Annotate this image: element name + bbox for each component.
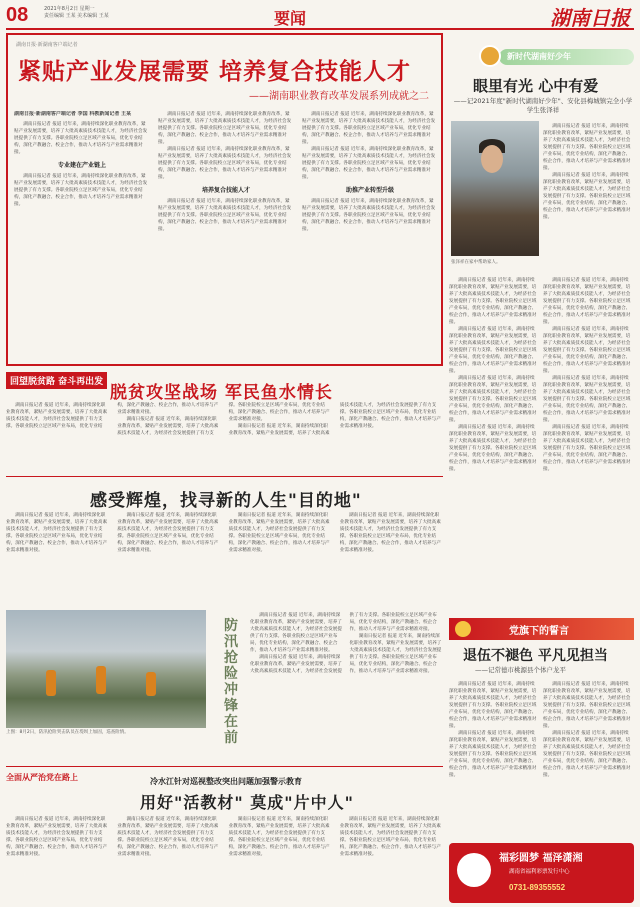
masthead [6,4,634,30]
journey-story-text [6,512,443,602]
body-paragraph: 湖南日报记者 报道 近年来，湖南持续深化职业教育改革，紧贴产业发展需要，培养了大批高素质技术技能人才，为经济社会发展提供了有力支撑。各职业院校立足区域产业布局，优化专业结构，深化产教融合、校企合作，推动人才培养与产业需求精准对接。 [302,199,436,232]
right-rail [449,33,634,903]
worker-figure [96,666,106,694]
party-banner-title: 党旗下的誓言 [509,626,569,637]
body-paragraph: 湖南日报记者 报道 近年来，湖南持续深化职业教育改革，紧贴产业发展需要，培养了大批高素质技术技能人才，为经济社会发展提供了有力支撑。各职业院校立足区域产业布局，优化专业结构，深化产教融合、校企合作，推动人才培养与产业需求精准对接。 [543,682,631,729]
body-paragraph: 湖南日报记者 报道 近年来，湖南持续深化职业教育改革，紧贴产业发展需要，培养了大批高素质技术技能人才，为经济社会发展提供了有力支撑。各职业院校立足区域产业布局，优化专业结构，深化产教融合、校企合作，推动人才培养与产业需求精准对接。 [117,403,330,436]
poverty-story-text [6,402,443,472]
subhead-1: 专业建在产业链上 [57,162,106,169]
body-paragraph: 湖南日报记者 报道 近年来，湖南持续深化职业教育改革，紧贴产业发展需要，培养了大批高素质技术技能人才，为经济社会发展提供了有力支撑。各职业院校立足区域产业布局，优化专业结构，深化产教融合、校企合作，推动人才培养与产业需求精准对接。 [543,327,631,374]
discipline-section-label: 全面从严治党在路上 [6,773,78,782]
body-paragraph: 湖南日报记者 报道 近年来，湖南持续深化职业教育改革，紧贴产业发展需要，培养了大批高素质技术技能人才，为经济社会发展提供了有力支撑。各职业院校立足区域产业布局，优化专业结构，深化产教融合、校企合作，推动人才培养与产业需求精准对接。 [158,112,292,145]
masthead-meta [44,6,134,20]
rail-headline: 眼里有光 心中有爱 [473,77,599,95]
discipline-kicker: 冷水江针对巡视整改突出问题加强警示教育 [150,777,302,786]
flood-photo [6,610,206,728]
body-paragraph: 湖南日报记者 报道 近年来，湖南持续深化职业教育改革，紧贴产业发展需要，培养了大批高素质技术技能人才，为经济社会发展提供了有力支撑。各职业院校立足区域产业布局，优化专业结构，深化产教融合、校企合作，推动人才培养与产业需求精准对接。 [339,817,441,857]
body-paragraph: 湖南日报记者 报道 近年来，湖南持续深化职业教育改革，紧贴产业发展需要，培养了大批高素质技术技能人才，为经济社会发展提供了有力支撑。各职业院校立足区域产业布局，优化专业结构，深化产教融合、校企合作，推动人才培养与产业需求精准对接。 [449,278,537,325]
top-story-byline: 湖南日报·新湖南客户端记者 [16,42,78,48]
section-tag: 回望脱贫路 奋斗再出发 [6,372,107,389]
flood-story-text [250,612,443,742]
top-story-columns [14,111,438,361]
story-headline-poverty: 脱贫攻坚战场 军民鱼水情长 [110,383,333,403]
body-paragraph: 湖南日报记者 报道 近年来，湖南持续深化职业教育改革，紧贴产业发展需要，培养了大批高素质技术技能人才，为经济社会发展提供了有力支撑。各职业院校立足区域产业布局，优化专业结构，深化产教融合、校企合作，推动人才培养与产业需求精准对接。 [302,112,436,145]
worker-figure [46,670,56,696]
top-story-headline: 紧贴产业发展需要 培养复合技能人才 [18,59,412,85]
youth-banner [449,39,634,71]
ad-title: 福彩圆梦 福泽潇湘 [499,853,583,864]
top-story-col-2 [158,111,294,361]
rail-subtitle-2: ——记常德市桃源县个体户龙平 [475,666,566,674]
rail-story-col-a [543,123,633,273]
body-paragraph: 湖南日报记者 报道 近年来，湖南持续深化职业教育改革，紧贴产业发展需要，培养了大批高素质技术技能人才，为经济社会发展提供了有力支撑。各职业院校立足区域产业布局，优化专业结构，深化产教融合、校企合作，推动人才培养与产业需求精准对接。 [302,147,436,180]
top-story-subtitle: ——湖南职业教育改革发展系列成就之二 [249,91,429,102]
lottery-ad [449,843,634,903]
body-paragraph: 湖南日报记者 报道 近年来，湖南持续深化职业教育改革，紧贴产业发展需要，培养了大批高素质技术技能人才，为经济社会发展提供了有力支撑。各职业院校立足区域产业布局，优化专业结构，深化产教融合、校企合作，推动人才培养与产业需求精准对接。 [158,147,292,180]
rail-headline-2: 退伍不褪色 平凡见担当 [463,648,608,664]
divider [6,766,443,767]
divider [6,476,443,477]
page-number: 08 [6,4,29,26]
body-paragraph: 湖南日报记者 报道 近年来，湖南持续深化职业教育改革，紧贴产业发展需要，培养了大批高素质技术技能人才，为经济社会发展提供了有力支撑。各职业院校立足区域产业布局，优化专业结构，深化产教融合、校企合作，推动人才培养与产业需求精准对接。 [543,376,631,423]
body-paragraph: 湖南日报记者 报道 近年来，湖南持续深化职业教育改革，紧贴产业发展需要，培养了大批高素质技术技能人才，为经济社会发展提供了有力支撑。各职业院校立足区域产业布局，优化专业结构，深化产教融合、校企合作，推动人才培养与产业需求精准对接。 [228,513,330,553]
top-story-author: 湖南日报·新湖南客户端记者 李国 科教新闻记者 王某 [14,111,132,117]
body-paragraph: 湖南日报记者 报道 近年来，湖南持续深化职业教育改革，紧贴产业发展需要，培养了大批高素质技术技能人才，为经济社会发展提供了有力支撑。各职业院校立足区域产业布局，优化专业结构，深化产教融合、校企合作，推动人才培养与产业需求精准对接。 [543,173,631,220]
date-line: 2021年8月2日 星期一 [44,6,95,12]
body-paragraph: 湖南日报记者 报道 近年来，湖南持续深化职业教育改革，紧贴产业发展需要，培养了大批高素质技术技能人才，为经济社会发展提供了有力支撑。各职业院校立足区域产业布局，优化专业结构，深化产教融合、校企合作，推动人才培养与产业需求精准对接。 [449,327,537,374]
flood-photo-caption: 上图：8月2日，防汛抢险突击队员在堤坝上加固，巡查险情。 [6,730,129,735]
top-story-col-3 [302,111,438,361]
ad-phone: 0731-89355552 [509,883,566,892]
body-paragraph: 湖南日报记者 报道 近年来，湖南持续深化职业教育改革，紧贴产业发展需要，培养了大批高素质技术技能人才，为经济社会发展提供了有力支撑。各职业院校立足区域产业布局，优化专业结构，深化产教融合、校企合作，推动人才培养与产业需求精准对接。 [449,731,537,778]
body-paragraph: 湖南日报记者 报道 近年来，湖南持续深化职业教育改革，紧贴产业发展需要，培养了大批高素质技术技能人才，为经济社会发展提供了有力支撑。各职业院校立足区域产业布局，优化专业结构，深化产教融合、校企合作，推动人才培养与产业需求精准对接。 [449,425,537,472]
body-paragraph: 湖南日报记者 报道 近年来，湖南持续深化职业教育改革，紧贴产业发展需要，培养了大批高素质技术技能人才，为经济社会发展提供了有力支撑。各职业院校立足区域产业布局，优化专业结构，深化产教融合、校企合作，推动人才培养与产业需求精准对接。 [543,731,631,778]
rail-subtitle: ——记2021年度"新时代湖南好少年"、安化县梅城镇完全小学学生张泽祥 [453,97,633,114]
newspaper-logo: 湖南日报 [550,6,630,30]
body-paragraph: 湖南日报记者 报道 近年来，湖南持续深化职业教育改革，紧贴产业发展需要，培养了大批高素质技术技能人才，为经济社会发展提供了有力支撑。各职业院校立足区域产业布局，优化专业结构，深化产教融合、校企合作，推动人才培养与产业需求精准对接。 [543,124,631,171]
story-headline-journey: 感受辉煌，找寻新的人生"目的地" [90,491,362,511]
flood-vertical-title: 防汛抢险 冲锋在前 [224,618,238,746]
banner-label: 新时代湖南好少年 [507,52,571,61]
body-paragraph: 湖南日报记者 报道 近年来，湖南持续深化职业教育改革，紧贴产业发展需要，培养了大批高素质技术技能人才，为经济社会发展提供了有力支撑。各职业院校立足区域产业布局，优化专业结构，深化产教融合、校企合作，推动人才培养与产业需求精准对接。 [349,634,442,674]
body-paragraph: 湖南日报记者 报道 近年来，湖南持续深化职业教育改革，紧贴产业发展需要，培养了大批高素质技术技能人才，为经济社会发展提供了有力支撑。各职业院校立足区域产业布局，优化专业结构，深化产教融合、校企合作，推动人才培养与产业需求精准对接。 [250,613,342,653]
rail-story-col-b [449,277,539,612]
discipline-story-text [6,816,443,902]
body-paragraph: 湖南日报记者 报道 近年来，湖南持续深化职业教育改革，紧贴产业发展需要，培养了大批高素质技术技能人才，为经济社会发展提供了有力支撑。各职业院校立足区域产业布局，优化专业结构，深化产教融合、校企合作，推动人才培养与产业需求精准对接。 [117,817,219,857]
body-paragraph: 湖南日报记者 报道 近年来，湖南持续深化职业教育改革，紧贴产业发展需要，培养了大批高素质技术技能人才，为经济社会发展提供了有力支撑。各职业院校立足区域产业布局，优化专业结构，深化产教融合、校企合作，推动人才培养与产业需求精准对接。 [6,513,108,553]
body-paragraph: 湖南日报记者 报道 近年来，湖南持续深化职业教育改革，紧贴产业发展需要，培养了大批高素质技术技能人才，为经济社会发展提供了有力支撑。各职业院校立足区域产业布局，优化专业结构，深化产教融合、校企合作，推动人才培养与产业需求精准对接。 [228,817,330,857]
body-paragraph: 湖南日报记者 报道 近年来，湖南持续深化职业教育改革，紧贴产业发展需要，培养了大批高素质技术技能人才，为经济社会发展提供了有力支撑。各职业院校立足区域产业布局，优化专业结构，深化产教融合、校企合作，推动人才培养与产业需求精准对接。 [543,278,631,325]
heart-logo-icon [457,853,491,887]
body-paragraph: 湖南日报记者 报道 近年来，湖南持续深化职业教育改革，紧贴产业发展需要，培养了大批高素质技术技能人才，为经济社会发展提供了有力支撑。各职业院校立足区域产业布局，优化专业结构，深化产教融合、校企合作，推动人才培养与产业需求精准对接。 [543,425,631,472]
body-paragraph: 湖南日报记者 报道 近年来，湖南持续深化职业教育改革，紧贴产业发展需要，培养了大批高素质技术技能人才，为经济社会发展提供了有力支撑。各职业院校立足区域产业布局，优化专业结构，深化产教融合、校企合作，推动人才培养与产业需求精准对接。 [6,403,219,429]
body-paragraph: 湖南日报记者 报道 近年来，湖南持续深化职业教育改革，紧贴产业发展需要，培养了大批高素质技术技能人才，为经济社会发展提供了有力支撑。各职业院校立足区域产业布局，优化专业结构，深化产教融合、校企合作，推动人才培养与产业需求精准对接。 [14,122,148,155]
photo-face [481,145,503,173]
party-emblem-icon [455,621,471,637]
subhead-3: 助推产业转型升级 [345,187,394,194]
body-paragraph: 湖南日报记者 报道 近年来，湖南持续深化职业教育改革，紧贴产业发展需要，培养了大批高素质技术技能人才，为经济社会发展提供了有力支撑。各职业院校立足区域产业布局，优化专业结构，深化产教融合、校企合作，推动人才培养与产业需求精准对接。 [158,199,292,232]
party-banner [449,618,634,640]
top-story [6,33,443,366]
body-paragraph: 湖南日报记者 报道 近年来，湖南持续深化职业教育改革，紧贴产业发展需要，培养了大批高素质技术技能人才，为经济社会发展提供了有力支撑。各职业院校立足区域产业布局，优化专业结构，深化产教融合、校企合作，推动人才培养与产业需求精准对接。 [6,817,108,857]
rail-story2-col-a [449,681,539,837]
rail-story-col-c [543,277,633,612]
emblem-icon [479,45,501,67]
body-paragraph: 湖南日报记者 报道 近年来，湖南持续深化职业教育改革，紧贴产业发展需要，培养了大批高素质技术技能人才，为经济社会发展提供了有力支撑。各职业院校立足区域产业布局，优化专业结构，深化产教融合、校企合作，推动人才培养与产业需求精准对接。 [228,403,441,436]
editor-line: 责任编辑 王某 美术编辑 王某 [44,13,109,19]
section-title: 要闻 [274,9,307,28]
body-paragraph: 湖南日报记者 报道 近年来，湖南持续深化职业教育改革，紧贴产业发展需要，培养了大批高素质技术技能人才，为经济社会发展提供了有力支撑。各职业院校立足区域产业布局，优化专业结构，深化产教融合、校企合作，推动人才培养与产业需求精准对接。 [117,513,219,553]
discipline-headline: 用好"活教材" 莫成"片中人" [140,793,354,812]
body-paragraph: 湖南日报记者 报道 近年来，湖南持续深化职业教育改革，紧贴产业发展需要，培养了大批高素质技术技能人才，为经济社会发展提供了有力支撑。各职业院校立足区域产业布局，优化专业结构，深化产教融合、校企合作，推动人才培养与产业需求精准对接。 [339,513,441,553]
body-paragraph: 湖南日报记者 报道 近年来，湖南持续深化职业教育改革，紧贴产业发展需要，培养了大批高素质技术技能人才，为经济社会发展提供了有力支撑。各职业院校立足区域产业布局，优化专业结构，深化产教融合、校企合作，推动人才培养与产业需求精准对接。 [449,376,537,423]
body-paragraph: 湖南日报记者 报道 近年来，湖南持续深化职业教育改革，紧贴产业发展需要，培养了大批高素质技术技能人才，为经济社会发展提供了有力支撑。各职业院校立足区域产业布局，优化专业结构，深化产教融合、校企合作，推动人才培养与产业需求精准对接。 [449,682,537,729]
rail-story2-col-b [543,681,633,837]
top-story-col-1 [14,111,150,361]
body-paragraph: 湖南日报记者 报道 近年来，湖南持续深化职业教育改革，紧贴产业发展需要，培养了大批高素质技术技能人才，为经济社会发展提供了有力支撑。各职业院校立足区域产业布局，优化专业结构，深化产教融合、校企合作，推动人才培养与产业需求精准对接。 [14,174,148,207]
worker-figure [146,672,156,696]
student-photo-caption: 张泽祥在家中帮助家人。 [451,260,501,265]
student-photo [451,121,539,256]
ad-subtitle: 湖南省福利彩票发行中心 [509,869,570,875]
subhead-2: 培养复合技能人才 [201,187,250,194]
body-paragraph: 湖南日报记者 报道 近年来，湖南持续深化职业教育改革，紧贴产业发展需要，培养了大批高素质技术技能人才，为经济社会发展提供了有力支撑。各职业院校立足区域产业布局，优化专业结构，深化产教融合、校企合作，推动人才培养与产业需求精准对接。 [250,613,437,674]
